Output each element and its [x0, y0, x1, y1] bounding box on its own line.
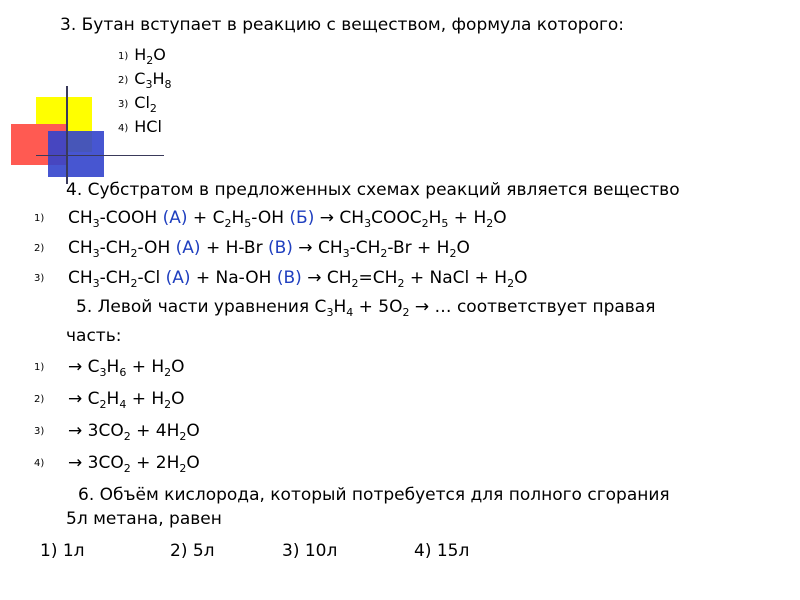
- q4-2-part-9: 2: [351, 277, 359, 290]
- q3-opt-3-part-0: HCl: [134, 117, 162, 136]
- question-4-title: 4. Субстратом в предложенных схемах реакций является вещество: [66, 180, 680, 200]
- q5-row: [34, 389, 774, 411]
- q4-1-part-2: -CH: [99, 238, 131, 258]
- question-6-answer-3: 3) 10л: [282, 541, 338, 561]
- q3-opt-1-part-1: 3: [145, 78, 153, 91]
- option-number: 2): [118, 75, 129, 86]
- q5-2-part-4: O: [186, 421, 200, 441]
- q4-1-part-9: 3: [342, 247, 350, 260]
- q4-0-part-12: COOC: [371, 208, 422, 228]
- decor-horizontal-line: [36, 155, 164, 156]
- q5-row: [34, 357, 774, 379]
- q4-0-part-9: (Б): [289, 208, 315, 228]
- q5-3-part-1: 2: [123, 462, 131, 475]
- q4-row: [34, 238, 774, 260]
- q5-title-part-0: 5. Левой части уравнения C: [76, 297, 327, 317]
- decor-vertical-line: [66, 86, 68, 184]
- q4-1-part-0: CH: [68, 238, 93, 258]
- q3-opt-1-part-2: H: [152, 69, 165, 88]
- q4-0-part-14: H: [428, 208, 442, 228]
- q5-0-part-2: H: [106, 357, 120, 377]
- q4-1-part-8: → CH: [292, 238, 343, 258]
- q3-opt-2-part-0: Cl: [134, 93, 150, 112]
- row-number: 2): [34, 394, 45, 405]
- q4-2-part-1: 3: [92, 277, 100, 290]
- question-3-option: [118, 93, 157, 115]
- q5-1-part-5: 2: [164, 398, 172, 411]
- q5-row: [34, 453, 774, 475]
- question-5-title-line2: часть:: [66, 326, 122, 346]
- q4-1-part-13: 2: [449, 247, 457, 260]
- q4-1-part-1: 3: [92, 247, 100, 260]
- q4-1-part-12: -Br + H: [387, 238, 450, 258]
- q4-2-part-6: + Na-OH: [190, 268, 277, 288]
- q4-0-part-6: H: [231, 208, 245, 228]
- q4-1-part-10: -CH: [349, 238, 381, 258]
- q5-3-part-2: + 2H: [130, 453, 180, 473]
- q4-0-part-1: 3: [92, 217, 100, 230]
- q5-1-part-4: + H: [126, 389, 165, 409]
- q5-row-text: [68, 357, 185, 377]
- q5-3-part-4: O: [186, 453, 200, 473]
- row-number: 1): [34, 213, 45, 224]
- q5-1-part-0: → C: [68, 389, 100, 409]
- question-3-option: [118, 69, 171, 91]
- q3-opt-1-part-3: 8: [164, 78, 172, 91]
- question-6-answer-1: 1) 1л: [40, 541, 85, 561]
- q4-1-part-3: 2: [130, 247, 138, 260]
- q4-0-part-15: 5: [441, 217, 449, 230]
- question-6-title: 6. Объём кислорода, который потребуется для полного сгорания: [78, 485, 670, 505]
- row-number: 3): [34, 426, 45, 437]
- option-number: 1): [118, 51, 129, 62]
- q5-title-part-4: + 5O: [353, 297, 403, 317]
- q5-row-text: [68, 389, 185, 409]
- q4-2-part-12: + NaCl + H: [404, 268, 508, 288]
- q5-row-text: [68, 421, 200, 441]
- q4-0-part-3: (А): [162, 208, 188, 228]
- q5-title-part-1: 3: [326, 306, 334, 319]
- q4-0-part-11: 3: [364, 217, 372, 230]
- question-3-option: [118, 45, 166, 67]
- q5-title-part-5: 2: [402, 306, 410, 319]
- q4-0-part-10: → CH: [314, 208, 365, 228]
- q3-opt-2-part-1: 2: [149, 102, 157, 115]
- question-5-title: [76, 297, 655, 317]
- q4-0-part-7: 5: [244, 217, 252, 230]
- q4-0-part-18: O: [493, 208, 507, 228]
- row-number: 1): [34, 362, 45, 373]
- option-number: 3): [118, 99, 129, 110]
- q4-row: [34, 208, 774, 230]
- q5-1-part-3: 4: [119, 398, 127, 411]
- row-number: 4): [34, 458, 45, 469]
- q4-1-part-5: (А): [175, 238, 201, 258]
- q5-0-part-4: + H: [126, 357, 165, 377]
- q5-row: [34, 421, 774, 443]
- q5-2-part-3: 2: [179, 430, 187, 443]
- q4-0-part-17: 2: [486, 217, 494, 230]
- q4-row-text: [68, 208, 507, 228]
- q4-row-text: [68, 238, 470, 258]
- question-3-title: 3. Бутан вступает в реакцию с веществом, формула которого:: [60, 15, 625, 35]
- q5-2-part-2: + 4H: [130, 421, 180, 441]
- q4-2-part-4: -Cl: [137, 268, 166, 288]
- q5-1-part-1: 2: [99, 398, 107, 411]
- q4-row: [34, 268, 774, 290]
- q4-2-part-11: 2: [397, 277, 405, 290]
- q4-0-part-8: -OH: [251, 208, 290, 228]
- q4-0-part-16: + H: [448, 208, 487, 228]
- q4-2-part-0: CH: [68, 268, 93, 288]
- q5-0-part-5: 2: [164, 366, 172, 379]
- question-6-title-line2: 5л метана, равен: [66, 509, 222, 529]
- q4-0-part-0: CH: [68, 208, 93, 228]
- q4-2-part-2: -CH: [99, 268, 131, 288]
- q4-2-part-5: (А): [165, 268, 191, 288]
- q5-0-part-0: → C: [68, 357, 100, 377]
- q4-2-part-14: O: [514, 268, 528, 288]
- row-number: 3): [34, 273, 45, 284]
- q4-2-part-10: =CH: [358, 268, 398, 288]
- q4-2-part-3: 2: [130, 277, 138, 290]
- q4-0-part-4: + C: [187, 208, 225, 228]
- q4-0-part-2: -COOH: [99, 208, 163, 228]
- q5-3-part-3: 2: [179, 462, 187, 475]
- q4-2-part-7: (В): [276, 268, 302, 288]
- q5-2-part-1: 2: [123, 430, 131, 443]
- q5-row-text: [68, 453, 200, 473]
- q4-1-part-14: O: [456, 238, 470, 258]
- question-6-answer-4: 4) 15л: [414, 541, 470, 561]
- q4-1-part-6: + H-Br: [200, 238, 268, 258]
- q5-title-part-2: H: [333, 297, 347, 317]
- q3-opt-0-part-2: O: [153, 45, 166, 64]
- decor-blue-square: [48, 131, 104, 177]
- option-number: 4): [118, 123, 129, 134]
- q3-opt-0-part-0: H: [134, 45, 147, 64]
- question-6-answer-2: 2) 5л: [170, 541, 215, 561]
- q4-1-part-7: (В): [267, 238, 293, 258]
- q5-title-part-3: 4: [346, 306, 354, 319]
- q4-0-part-5: 2: [224, 217, 232, 230]
- q4-1-part-4: -OH: [137, 238, 176, 258]
- row-number: 2): [34, 243, 45, 254]
- q5-title-part-6: → … соответствует правая: [409, 297, 656, 317]
- q5-1-part-6: O: [171, 389, 185, 409]
- q4-0-part-13: 2: [421, 217, 429, 230]
- q5-0-part-3: 6: [119, 366, 127, 379]
- q4-1-part-11: 2: [380, 247, 388, 260]
- q4-2-part-8: → CH: [301, 268, 352, 288]
- q5-1-part-2: H: [106, 389, 120, 409]
- q5-0-part-1: 3: [99, 366, 107, 379]
- q5-0-part-6: O: [171, 357, 185, 377]
- q5-2-part-0: → 3CO: [68, 421, 124, 441]
- question-3-option: [118, 117, 162, 139]
- q5-3-part-0: → 3CO: [68, 453, 124, 473]
- q3-opt-1-part-0: C: [134, 69, 146, 88]
- q4-2-part-13: 2: [507, 277, 515, 290]
- q3-opt-0-part-1: 2: [146, 54, 154, 67]
- q4-row-text: [68, 268, 527, 288]
